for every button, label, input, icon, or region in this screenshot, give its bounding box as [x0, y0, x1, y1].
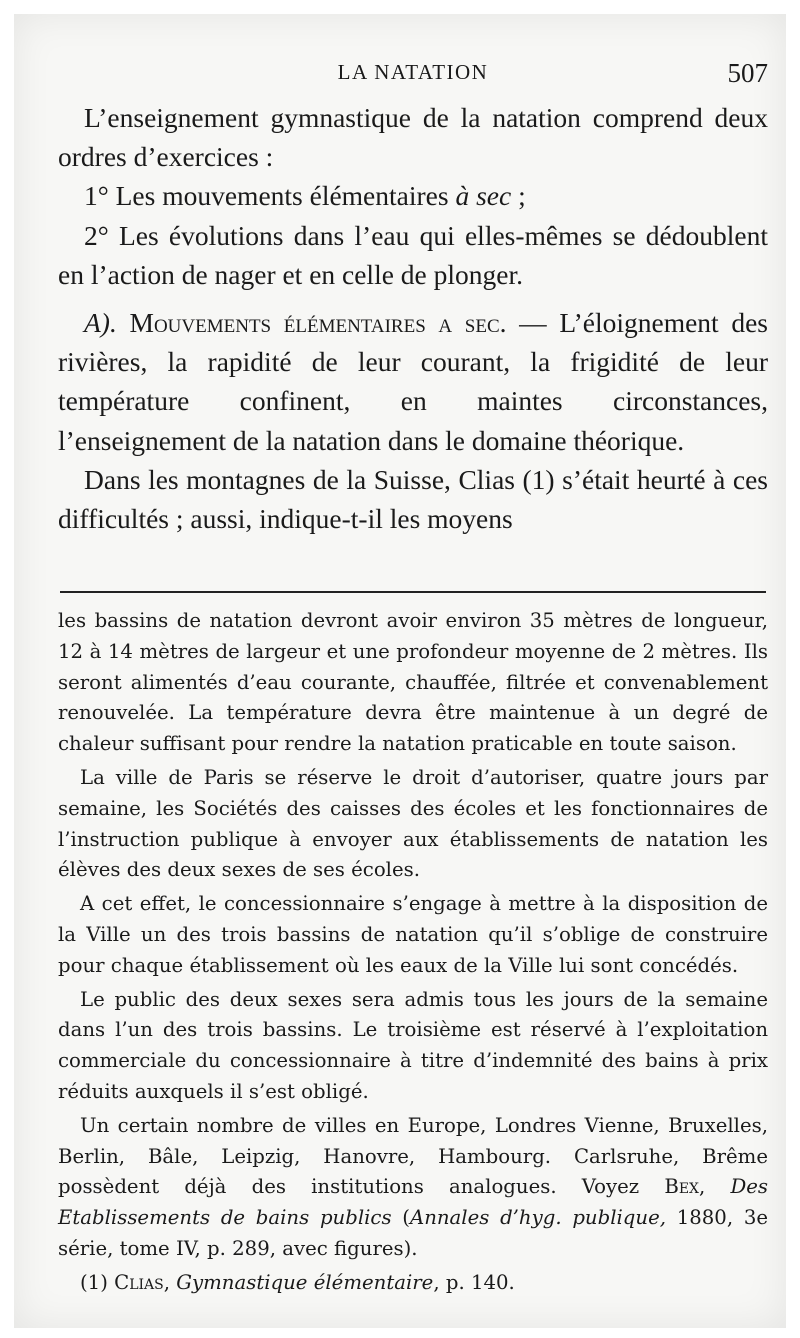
footnote-1: [58, 1268, 768, 1299]
clias-paragraph: Dans les montagnes de la Suisse, Clias (1) s’était heurté à ces difficultés ; aussi, indique-t-il les moyens: [58, 463, 768, 535]
note-paragraph-1: les bassins de natation devront avoir environ 35 mètres de longueur, 12 à 14 mètres de largeur et une profondeur moyenne de 2 mètres. Ils seront alimentés d’eau courante, chauffée, filtrée et convenablement renouvelée. La température devra être maintenue à un degré de chaleur suffisant pour rendre la natation praticable en toute saison.: [58, 609, 768, 756]
note-5-end: 1880, 3e série, tome IV, p. 289, avec figures).: [58, 1206, 768, 1260]
note-5-title: Des Etablissements de bains publics: [58, 1175, 768, 1230]
list-item-1-text: 1° Les mouvements élémentaires: [84, 180, 456, 212]
book-page: [14, 14, 786, 1328]
note-5-journal: Annales d’hyg. publique,: [409, 1206, 666, 1230]
footnote-end: , p. 140.: [433, 1270, 515, 1294]
note-paragraph-5: [58, 1111, 768, 1265]
section-label: A).: [84, 307, 117, 339]
page-header: [58, 58, 768, 98]
footnote-separator: ,: [163, 1270, 177, 1294]
section-paragraph: [58, 303, 768, 460]
list-item-1: [58, 176, 768, 215]
page-number: 507: [727, 58, 768, 88]
intro-paragraph: L’enseignement gymnastique de la natation comprend deux ordres d’exercices :: [58, 102, 768, 173]
footnote-rule: [60, 591, 766, 593]
footnote-marker: (1): [80, 1270, 115, 1294]
notes-block: [58, 606, 768, 1299]
main-text: [58, 98, 768, 538]
section-text: — L’éloignement des rivières, la rapidité de leur courant, la frigidité de leur température confinent, en maintes circonstances, l’enseignement de la natation dans le domaine théorique.: [58, 307, 768, 456]
note-paragraph-4: Le public des deux sexes sera admis tous les jours de la semaine dans l’un des trois bassins. Le troisième est réservé à l’exploitation commerciale du concessionnaire à titre d’indemnité des bains à prix réduits auxquels il s’est obligé.: [58, 987, 768, 1103]
footnote-author: Clias: [114, 1270, 164, 1294]
note-5-text: Un certain nombre de villes en Europe, Londres Vienne, Bruxelles, Berlin, Bâle, Leipzig, Hanovre, Hambourg. Carlsruhe, Brême possèdent déjà des institutions analogues. Voyez: [58, 1113, 768, 1199]
section-title: Mouvements élémentaires a sec.: [129, 307, 507, 339]
running-title: LA NATATION: [337, 60, 489, 84]
note-paragraph-3: A cet effet, le concessionnaire s’engage à mettre à la disposition de la Ville un des trois bassins de natation qu’il s’oblige de construire pour chaque établissement où les eaux de la Ville lui sont concédés.: [58, 892, 768, 977]
note-5-separator: ,: [699, 1175, 731, 1199]
list-item-2: 2° Les évolutions dans l’eau qui elles-mêmes se dédoublent en l’action de nager et en celle de plonger.: [58, 219, 768, 290]
list-item-1-suffix: ;: [511, 180, 526, 212]
note-5-open: (: [391, 1206, 410, 1230]
list-item-1-emphasis: à sec: [455, 180, 512, 212]
note-paragraph-2: La ville de Paris se réserve le droit d’autoriser, quatre jours par semaine, les Sociétés des caisses des écoles et les fonctionnaires de l’instruction publique à envoyer aux établissements de natation les élèves des deux sexes de ses écoles.: [58, 765, 768, 882]
note-5-author: Bex: [664, 1175, 700, 1199]
footnote-title: Gymnastique élémentaire: [176, 1270, 434, 1294]
